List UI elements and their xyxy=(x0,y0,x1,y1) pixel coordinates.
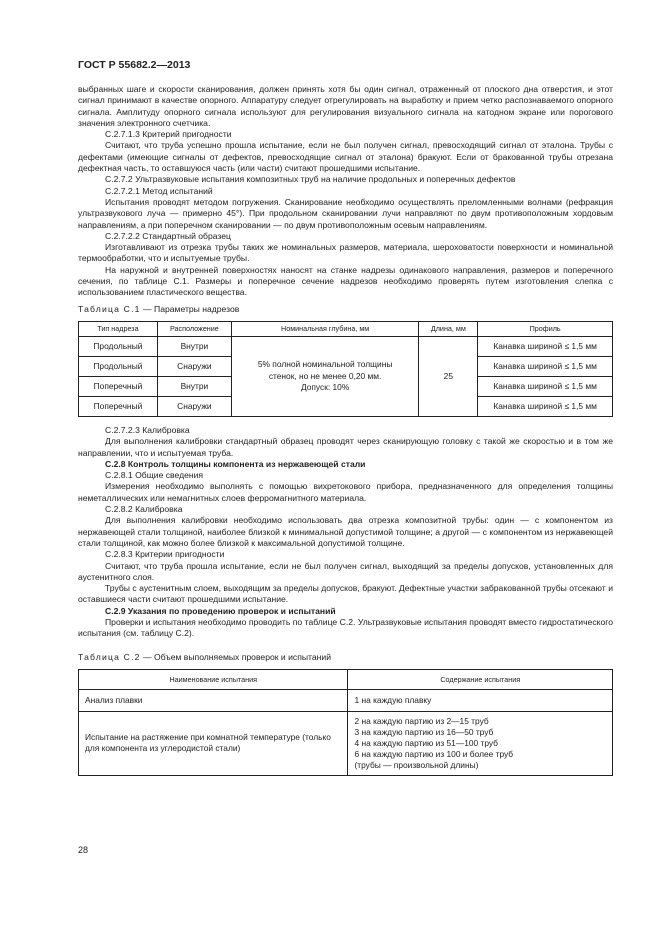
paragraph: С.2.9 Указания по проведению проверок и испытаний xyxy=(105,605,336,616)
paragraph: Изготавливают из отрезка трубы таких же номинальных размеров, материала, шероховатости поверхности и номинальной термообработки, что и испытуемые трубы. xyxy=(78,242,613,264)
table1-header-cell: Длина, мм xyxy=(419,321,478,336)
paragraph: На наружной и внутренней поверхностях наносят на станке надрезы одинакового направления, размеров и поперечного сечения, по таблице С.1. Размеры и поперечное сечение надрезов необходимо проверять путем изготовления слепка с использованием пластического вещества. xyxy=(78,264,613,298)
table-row xyxy=(79,336,613,356)
paragraph: С.2.7.2.1 Метод испытаний xyxy=(105,185,213,196)
paragraph: С.2.7.1.3 Критерий пригодности xyxy=(105,129,232,140)
paragraph: Измерения необходимо выполнять с помощью вихретокового прибора, предназначенного для определения толщины неметаллических или немагнитных слоев ферромагнитного материала. xyxy=(78,481,613,503)
paragraph: С.2.8.3 Критерии пригодности xyxy=(105,549,225,560)
paragraph: С.2.8.1 Общие сведения xyxy=(105,470,204,481)
table1-header-cell: Тип надреза xyxy=(79,321,158,336)
document-body xyxy=(78,84,613,776)
test-content-cell xyxy=(348,711,613,775)
table1-header-cell: Расположение xyxy=(157,321,231,336)
paragraph: Считают, что труба прошла испытание, если не был получен сигнал, выходящий за пределы допусков, установленных для аустенитного слоя. xyxy=(78,560,613,582)
paragraph: С.2.8 Контроль толщины компонента из нержавеющей стали xyxy=(105,458,366,469)
table1-caption-text: — Параметры надрезов xyxy=(140,303,240,314)
section-before-table1 xyxy=(78,84,613,299)
paragraph: Считают, что труба успешно прошла испытание, если не был получен сигнал, превосходящий сигнал от эталона. Трубы с дефектами (имеющие сигналы от дефектов, превосходящие сигнал от эталона) бракуют. Если от бракованной трубы отрезана дефектная часть, то оставшуюся часть (или части) считают прошедшими испытание. xyxy=(78,140,613,174)
test-name-cell: Испытание на растяжение при комнатной температуре (только для компонента из углеродистой стали) xyxy=(79,711,348,775)
sample-count-line: 3 на каждую партию из 16—50 труб xyxy=(354,726,494,737)
cut-location-cell: Внутри xyxy=(157,336,231,356)
profile-cell: Канавка шириной ≤ 1,5 мм xyxy=(478,376,613,396)
section-after-table1 xyxy=(78,425,613,640)
paragraph: Для выполнения калибровки стандартный образец проводят через сканирующую головку с такой же скоростью и в том же направлении, что и испытуемая труба. xyxy=(78,436,613,458)
profile-cell: Канавка шириной ≤ 1,5 мм xyxy=(478,356,613,376)
table-c2 xyxy=(78,669,613,776)
test-name-cell: Анализ плавки xyxy=(79,689,348,711)
cut-type-cell: Продольный xyxy=(79,336,158,356)
cut-type-cell: Продольный xyxy=(79,356,158,376)
table2-caption-label: Таблица С.2 xyxy=(78,651,141,662)
depth-line: стенок, но не менее 0,20 мм. xyxy=(268,370,382,381)
profile-cell: Канавка шириной ≤ 1,5 мм xyxy=(478,336,613,356)
cut-location-cell: Снаружи xyxy=(157,396,231,416)
paragraph: С.2.8.2 Калибровка xyxy=(105,504,183,515)
table-c1 xyxy=(78,321,613,417)
sample-count-line: 4 на каждую партию из 51—100 труб xyxy=(354,737,498,748)
length-cell: 25 xyxy=(419,336,478,416)
paragraph: Испытания проводят методом погружения. Сканирование необходимо осуществлять преломленными волнами (рефракция ультразвукового луча — примерно 45°). При продольном сканировании лучи направляют по двум противоположным хордовым направлениям, а при поперечном сканировании — по двум противоположным осевым направлениям. xyxy=(78,196,613,230)
depth-line: Допуск: 10% xyxy=(300,382,350,393)
table2-caption-text: — Объем выполняемых проверок и испытаний xyxy=(140,651,331,662)
table1-header-row xyxy=(79,321,613,336)
paragraph: С.2.7.2.3 Калибровка xyxy=(105,424,190,435)
paragraph: Для выполнения калибровки необходимо использовать два отрезка композитной трубы: один — с компонентом из нержавеющей стали толщиной, наиболее близкой к минимальной допустимой толщине; а другой — с компонентом из нержавеющей стали толщиной, как можно более близкой к максимальной допустимой толщине. xyxy=(78,515,613,548)
test-content-cell: 1 на каждую плавку xyxy=(348,689,613,711)
table2-header-cell: Содержание испытания xyxy=(348,669,613,689)
sample-count-line: 2 на каждую партию из 2—15 труб xyxy=(354,715,489,726)
cut-type-cell: Поперечный xyxy=(79,396,158,416)
document-header: ГОСТ Р 55682.2—2013 xyxy=(78,59,191,71)
paragraph: С.2.7.2 Ультразвуковые испытания композитных труб на наличие продольных и поперечных дефектов xyxy=(105,174,516,185)
paragraph: Трубы с аустенитным слоем, выходящим за пределы допусков, бракуют. Дефектные участки забракованной трубы отсекают и оставшиеся части считают прошедшими испытание. xyxy=(78,583,613,605)
table1-caption xyxy=(78,304,613,315)
sample-count-line: 6 на каждую партию из 100 и более труб xyxy=(354,748,514,759)
table1-header-cell: Номинальная глубина, мм xyxy=(231,321,419,336)
table1-header-cell: Профиль xyxy=(478,321,613,336)
depth-line: 5% полной номинальной толщины xyxy=(257,359,393,370)
paragraph: Проверки и испытания необходимо проводить по таблице С.2. Ультразвуковые испытания проводят вместо гидростатического испытания (см. таблицу С.2). xyxy=(78,616,613,639)
page-number: 28 xyxy=(78,845,89,855)
nominal-depth-cell xyxy=(231,336,419,416)
cut-location-cell: Снаружи xyxy=(157,356,231,376)
table2-caption xyxy=(78,652,613,663)
table2-header-cell: Наименование испытания xyxy=(79,669,348,689)
table2-header-row xyxy=(79,669,613,689)
table1-caption-label: Таблица С.1 xyxy=(78,303,141,314)
sample-count-line: (трубы — произвольной длины) xyxy=(354,759,479,770)
paragraph: С.2.7.2.2 Стандартный образец xyxy=(105,230,231,241)
cut-type-cell: Поперечный xyxy=(79,376,158,396)
cut-location-cell: Внутри xyxy=(157,376,231,396)
table-row xyxy=(79,689,613,711)
paragraph: выбранных шаге и скорости сканирования, должен принять хотя бы один сигнал, отраженный от плоского дна отверстия, и этот сигнал принимают в качестве опорного. Аппаратуру следует отрегулировать на выработку и прием четко распознаваемого опорного сигнала. Амплитуду опорного сигнала используют для регулирования визуального сигнала на катодном экране или порогового значения электронного счетчика. xyxy=(78,84,613,128)
profile-cell: Канавка шириной ≤ 1,5 мм xyxy=(478,396,613,416)
table-row xyxy=(79,711,613,775)
